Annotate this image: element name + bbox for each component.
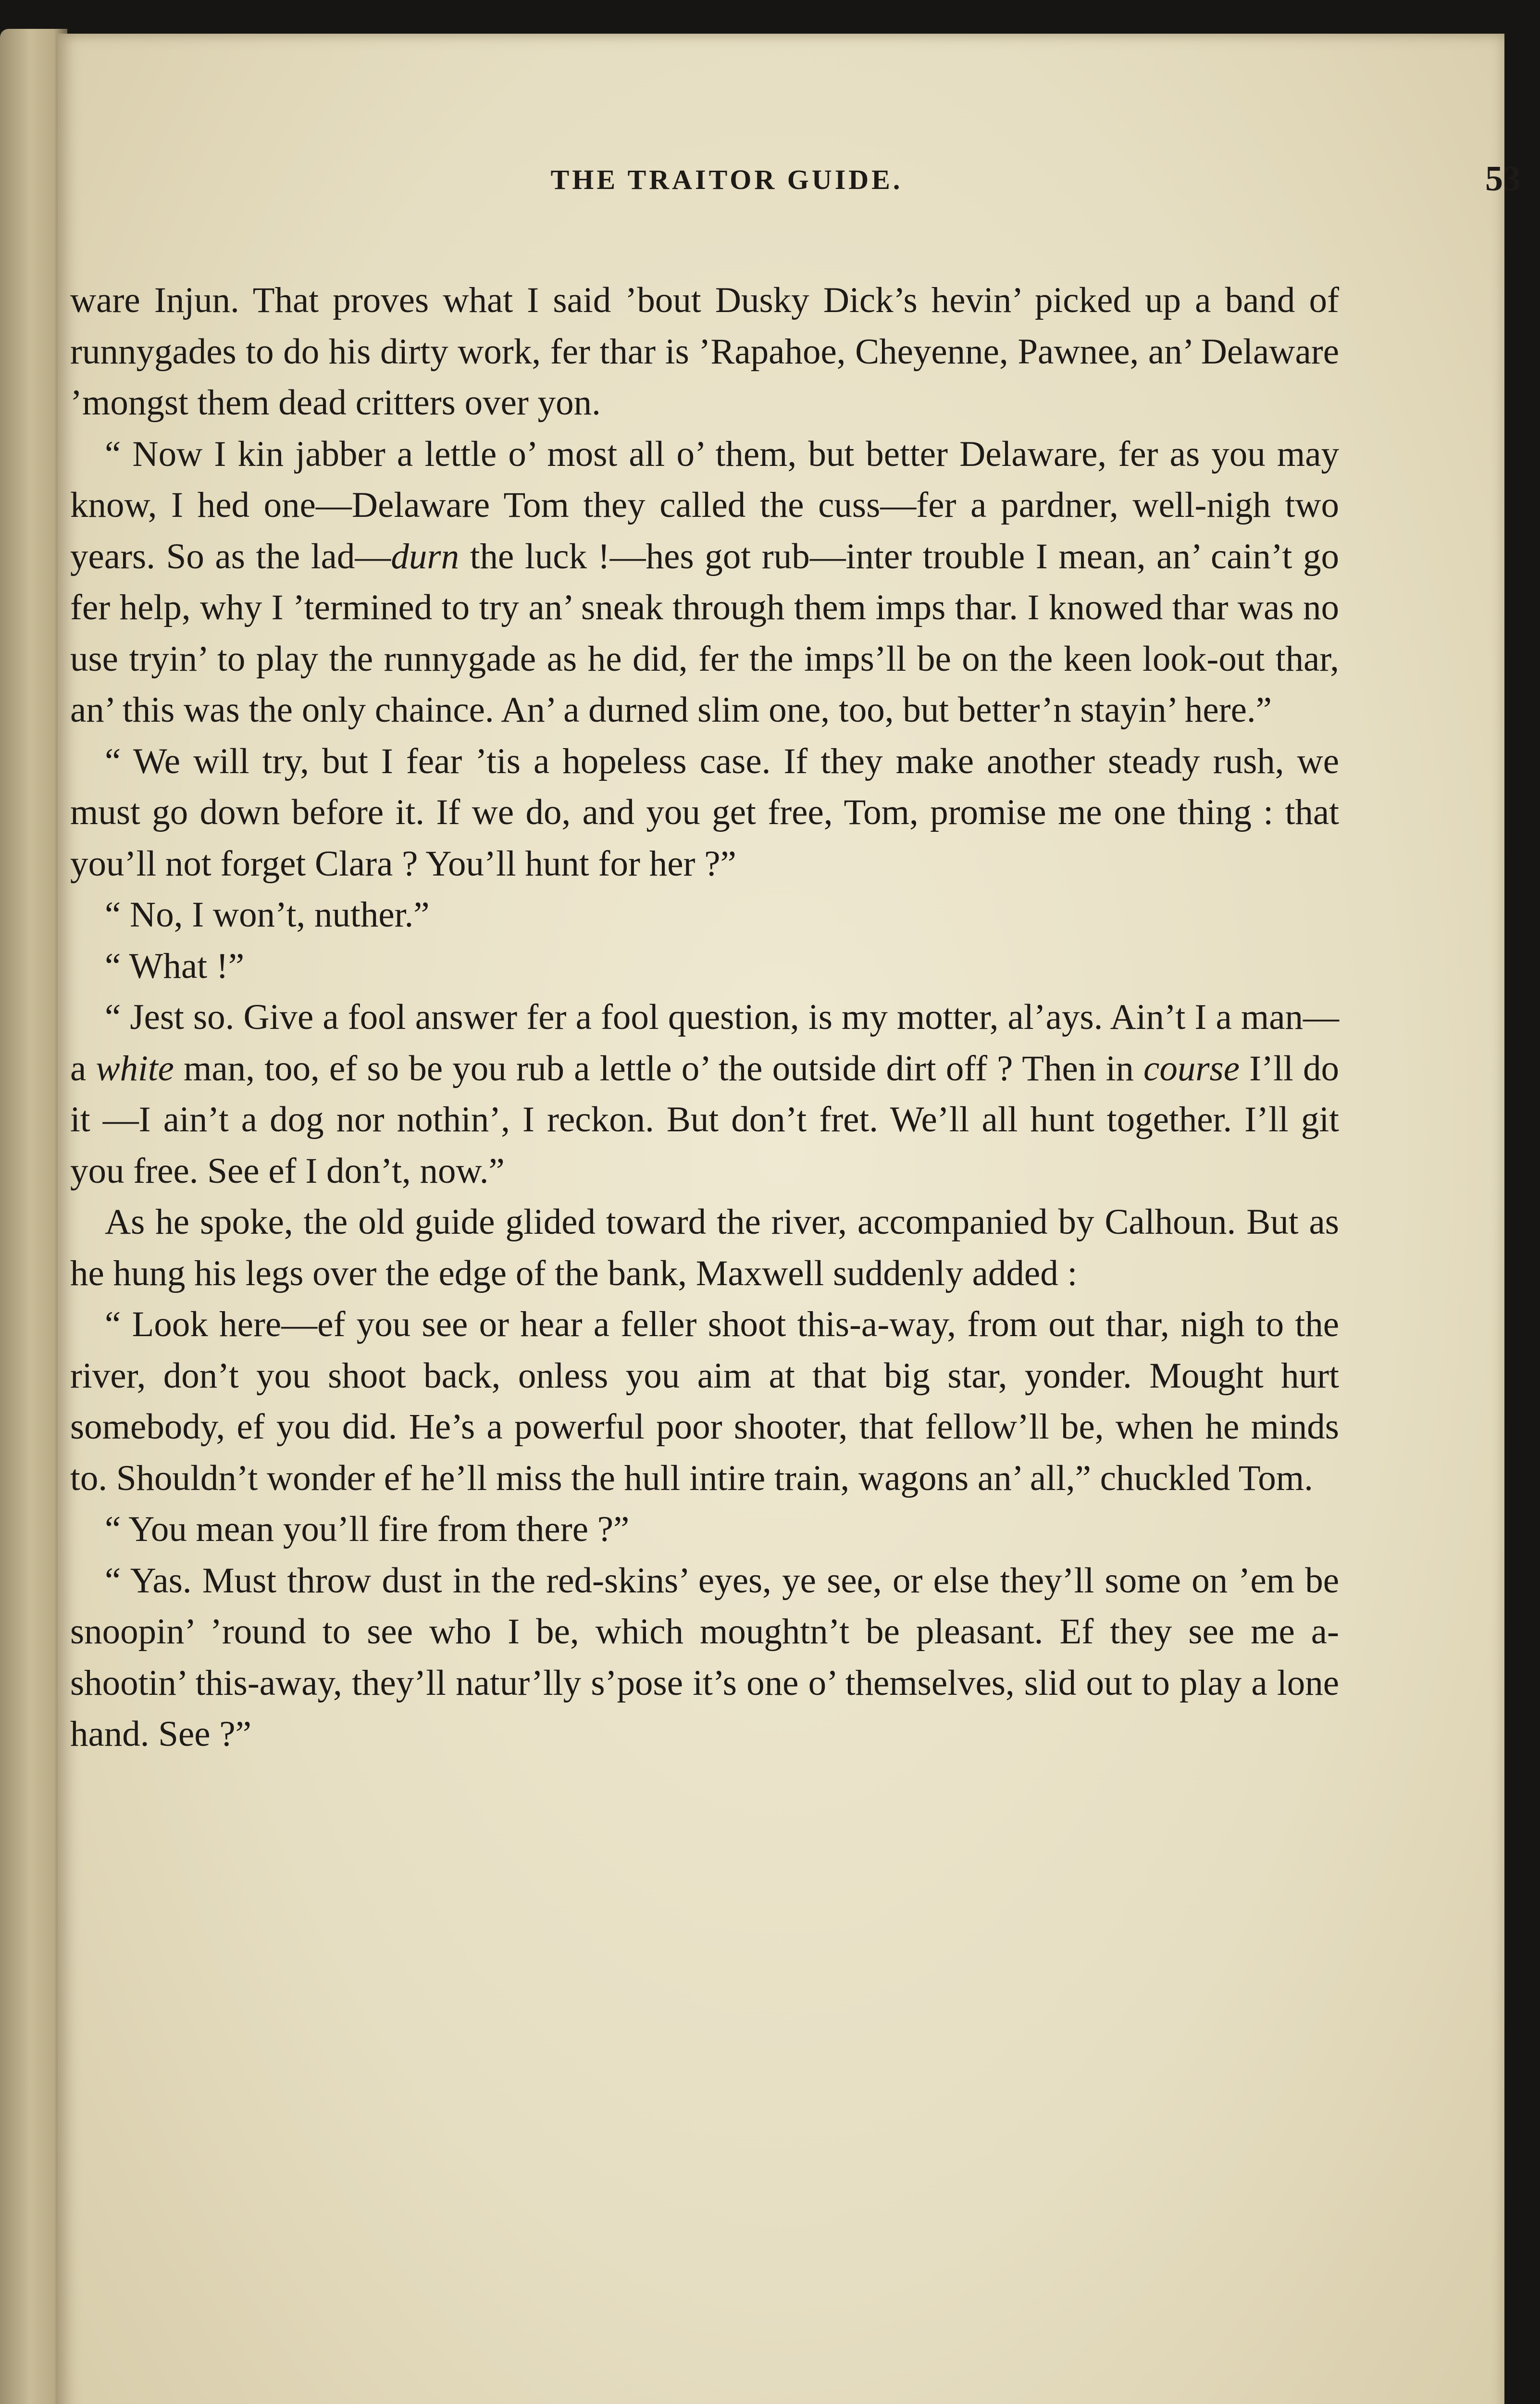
text-run: “ What !”	[105, 946, 245, 986]
paragraph	[70, 1555, 1339, 1760]
text-run: man, too, ef so be you rub a lettle o’ the outside dirt off ? Then in	[174, 1048, 1144, 1089]
text-run: “ You mean you’ll fire from there ?”	[105, 1509, 630, 1549]
italic-text: durn	[391, 536, 460, 576]
text-run: the luck !—hes got rub—inter trouble I mean, an’ cain’t go fer help, why I ’termined to try an’ sneak through them imps thar. I knowed thar was no use tryin’ to play the runnygade as he did, fer the imps’ll be on the keen look-out thar, an’ this was the only chaince. An’ a durned slim one, too, but better’n stayin’ here.”	[70, 536, 1339, 730]
running-head	[67, 154, 1521, 212]
text-run: “ Look here—ef you see or hear a feller shoot this-a-way, from out thar, nigh to the river, don’t you shoot back, onless you aim at that big star, yonder. Mought hurt somebody, ef you did. He’s a powerful poor shooter, that fellow’ll be, when he minds to. Shouldn’t wonder ef he’ll miss the hull intire train, wagons an’ all,” chuckled Tom.	[70, 1304, 1339, 1498]
text-run: “ Jest so. Give a fool answer fer a fool question, is my motter, al’ays. Ain’t I a man—a	[70, 997, 1339, 1089]
text-run: “ Yas. Must throw dust in the red-skins’ eyes, ye see, or else they’ll some on ’em be snoopin’ ’round to see who I be, which moughtn’t be pleasant. Ef they see me a-shootin’ this-away, they’ll natur’lly s’pose it’s one o’ themselves, slid out to play a lone hand. See ?”	[70, 1560, 1339, 1754]
text-run: As he spoke, the old guide glided toward the river, accompanied by Calhoun. But as he hung his legs over the edge of the bank, Maxwell suddenly added :	[70, 1202, 1339, 1293]
paragraph	[70, 1197, 1339, 1299]
text-run: I’ll do it —I ain’t a dog nor nothin’, I reckon. But don’t fret. We’ll all hunt together. I’ll git you free. See ef I don’t, now.”	[70, 1048, 1339, 1191]
body-text	[70, 275, 1339, 1760]
running-title: THE TRAITOR GUIDE.	[550, 164, 903, 195]
text-run: ware Injun. That proves what I said ’bout Dusky Dick’s hevin’ picked up a band of runnygades to do his dirty work, fer thar is ’Rapahoe, Cheyenne, Pawnee, an’ Delaware ’mongst them dead critters over yon.	[70, 280, 1339, 423]
paragraph	[70, 429, 1339, 736]
page-number: 53	[1485, 159, 1521, 199]
italic-text: white	[96, 1048, 174, 1089]
paragraph	[70, 275, 1339, 429]
text-run: “ Now I kin jabber a lettle o’ most all o’ them, but better Delaware, fer as you may know, I hed one—Delaware Tom they called the cuss—fer a pardner, well-nigh two years. So as the lad—	[70, 434, 1339, 576]
text-run: “ No, I won’t, nuther.”	[105, 895, 430, 935]
text-run: “ We will try, but I fear ’tis a hopeless case. If they make another steady rush, we must go down before it. If we do, and you get free, Tom, promise me one thing : that you’ll not forget Clara ? You’ll hunt for her ?”	[70, 741, 1339, 884]
italic-text: course	[1143, 1048, 1240, 1089]
previous-page-edge	[0, 29, 67, 2404]
paragraph	[70, 1504, 1339, 1555]
paragraph	[70, 1299, 1339, 1504]
paragraph	[70, 889, 1339, 941]
paragraph	[70, 941, 1339, 992]
paragraph	[70, 736, 1339, 890]
paragraph	[70, 992, 1339, 1197]
